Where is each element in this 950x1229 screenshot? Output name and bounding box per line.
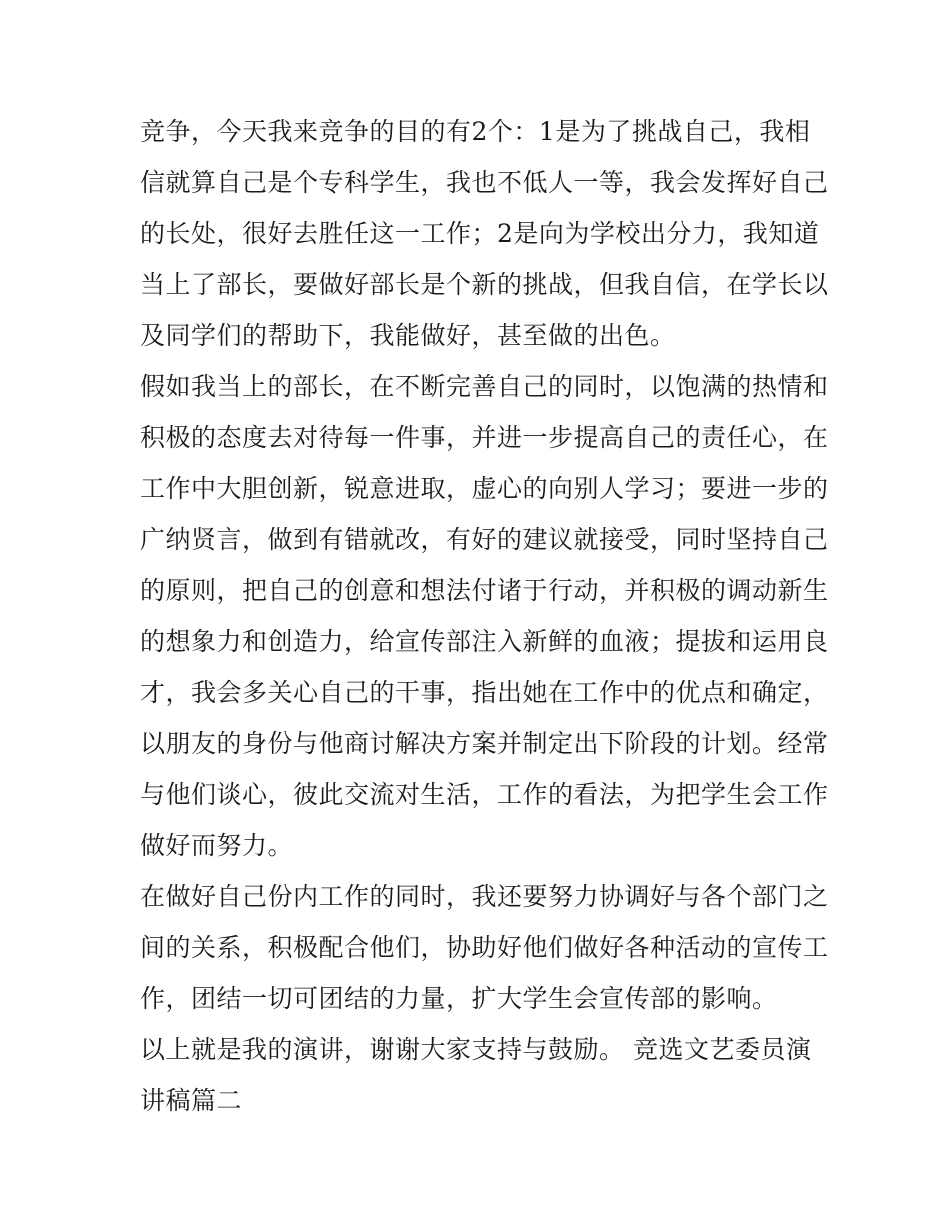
text-line: 在做好自己份内工作的同时，我还要努力协调好与各个部门之	[140, 882, 829, 911]
text-line: 讲稿篇二	[140, 1086, 243, 1115]
document-body	[140, 106, 829, 1126]
text-line: 及同学们的帮助下，我能做好，甚至做的出色。	[140, 321, 676, 350]
text-line: 以上就是我的演讲，谢谢大家支持与鼓励。 竞选文艺委员演	[140, 1035, 812, 1064]
text-line: 间的关系，积极配合他们，协助好他们做好各种活动的宣传工	[140, 933, 829, 962]
text-line: 以朋友的身份与他商讨解决方案并制定出下阶段的计划。经常	[140, 729, 829, 758]
text-line: 假如我当上的部长，在不断完善自己的同时，以饱满的热情和	[140, 372, 829, 401]
text-line: 的原则，把自己的创意和想法付诸于行动，并积极的调动新生	[140, 576, 829, 605]
text-line: 信就算自己是个专科学生，我也不低人一等，我会发挥好自己	[140, 168, 829, 197]
text-line: 作，团结一切可团结的力量，扩大学生会宣传部的影响。	[140, 984, 778, 1013]
text-line: 做好而努力。	[140, 831, 294, 860]
text-line: 才，我会多关心自己的干事，指出她在工作中的优点和确定，	[140, 678, 829, 707]
text-line: 的想象力和创造力，给宣传部注入新鲜的血液；提拔和运用良	[140, 627, 829, 656]
text-line: 的长处，很好去胜任这一工作；2是向为学校出分力，我知道	[140, 219, 820, 248]
text-line: 积极的态度去对待每一件事，并进一步提高自己的责任心，在	[140, 423, 829, 452]
text-line: 竞争，今天我来竞争的目的有2个：1是为了挑战自己，我相	[140, 117, 811, 146]
text-line: 工作中大胆创新，锐意进取，虚心的向别人学习；要进一步的	[140, 474, 829, 503]
text-line: 与他们谈心，彼此交流对生活，工作的看法，为把学生会工作	[140, 780, 829, 809]
text-line: 当上了部长，要做好部长是个新的挑战，但我自信，在学长以	[140, 270, 829, 299]
text-line: 广纳贤言，做到有错就改，有好的建议就接受，同时坚持自己	[140, 525, 829, 554]
